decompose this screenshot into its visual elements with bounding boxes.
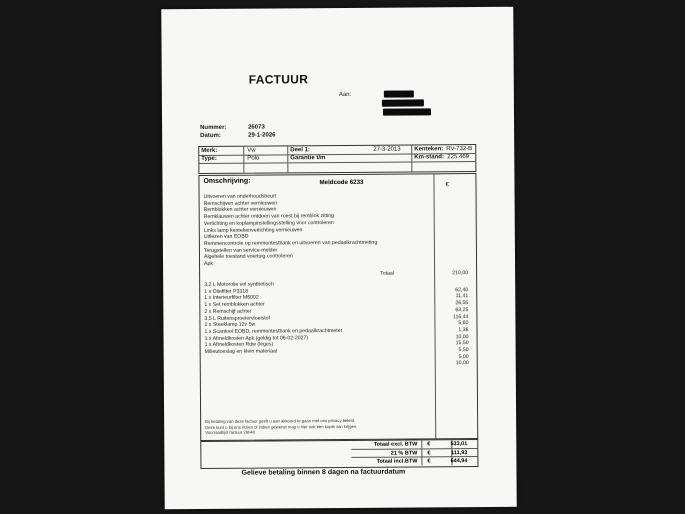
description-table: [198, 173, 478, 441]
total-excl-currency: €: [427, 441, 431, 448]
note-line: Bij betaling van deze factuur geeft u aan akkoord te gaan met ons privacy beleid.: [205, 417, 356, 424]
work-line: Remmencontrole op remmentestbank en uitvoeren van pedaalkrachtmeting: [203, 239, 378, 247]
invoice-number: 26073: [248, 124, 265, 131]
total-incl-currency: €: [427, 458, 431, 465]
meldcode: Meldcode 6233: [319, 178, 364, 187]
work-line: Links lamp kentekenverlichting vernieuwen: [203, 226, 303, 234]
number-label: Nummer:: [200, 124, 227, 131]
part-amount: 1,36: [458, 326, 469, 334]
btw-label: 21 % BTW: [390, 450, 418, 457]
btw-currency: €: [427, 450, 431, 457]
part-amount: 11,41: [455, 293, 469, 300]
total-incl-label: Totaal incl.BTW: [376, 458, 418, 465]
note-line: Voorraadlijst factuur 26040: [205, 429, 256, 435]
part-line: 1 x Scantool EOBD, remmentestbank en pedaalkrachtmeter: [204, 327, 343, 335]
totals-table: [200, 439, 478, 469]
part-amount: 116,44: [452, 313, 469, 320]
part-amount: 10,00: [455, 360, 469, 367]
part-line: 1 x Interieurfilter M6002: [204, 294, 259, 302]
part-amount: 62,40: [455, 286, 469, 293]
invoice-date: 29-1-2026: [248, 132, 276, 139]
part-amount: 5,50: [458, 347, 469, 354]
labor-total-label: Totaal: [380, 270, 394, 277]
part-amount: 10,00: [455, 333, 469, 340]
work-line: Remklauwen achter ontdoen van roest bij remblok zitting: [203, 213, 335, 221]
part-line: 1 x Oliefilter P3318: [204, 288, 249, 295]
work-line: Verlichting en koplampinstellingsstelling voor controleren: [203, 219, 334, 227]
part-amount: 63,25: [455, 306, 469, 313]
description-heading: Omschrijving:: [203, 177, 251, 185]
invoice-paper: [161, 7, 516, 509]
total-incl-value: 644,94: [450, 458, 468, 465]
redacted-recipient-line-2: [382, 99, 424, 106]
kenteken-value: RV-732-B: [446, 146, 473, 153]
garantie-label: Garantie t/m: [290, 155, 326, 162]
part-line: 1 x Steeklamp 12v 5w: [204, 321, 256, 329]
merk-label: Merk:: [201, 147, 218, 154]
work-line: Uitvoeren van onderhoudsbeurt: [203, 193, 277, 200]
note-line: Deze kunt u bij ons inzien of indien gewenst mag u hier ook een kopie van krijgen.: [205, 423, 358, 430]
recipient-label: Aan:: [338, 91, 352, 98]
date-label: Datum:: [200, 132, 221, 139]
kenteken-label: Kenteken:: [414, 146, 444, 153]
work-line: Remschijven achter vernieuwen: [203, 200, 278, 207]
work-line: Algehele toestand voertuig controleren: [203, 253, 293, 261]
part-amount: 5,60: [458, 320, 469, 327]
work-line: Remblokken achter vernieuwen: [203, 206, 277, 214]
vehicle-table: [198, 144, 476, 174]
btw-value: 111,93: [451, 450, 468, 457]
part-line: 1 x Afmeldkosten Apk (geldig tot 06-02-2027): [204, 334, 309, 342]
deel1-label: Deel 1:: [290, 147, 310, 154]
invoice-title: FACTUUR: [248, 72, 309, 87]
currency-symbol: €: [445, 182, 449, 189]
total-excl-label: Totaal excl. BTW: [373, 441, 418, 448]
merk-value: Vw: [247, 147, 256, 154]
deel1-value: 27-3-2013: [373, 146, 401, 153]
part-line: 1 x Afmeldkosten Rdw (leges): [204, 341, 274, 349]
type-label: Type:: [201, 155, 217, 162]
redacted-recipient-line-3: [383, 108, 431, 115]
kmstand-label: Km-stand:: [414, 154, 444, 161]
total-incl-row: [351, 456, 477, 466]
work-line: Uitlezen van EOBD: [203, 233, 249, 241]
labor-total-amount: 210,00: [452, 270, 469, 277]
part-amount: 26,55: [455, 300, 469, 307]
redacted-recipient-line-1: [384, 90, 414, 97]
part-line: 3,2 L Motorolie vol synthetisch: [204, 281, 274, 288]
part-line: 3,5 L Ruitensproeiervloeistof: [204, 314, 271, 322]
work-line: Apk: [204, 260, 214, 267]
work-line: Terugstellen van service-melder: [203, 247, 278, 254]
part-line: 1 x Set remblokken achter: [204, 301, 265, 309]
part-amount: 5,00: [458, 353, 469, 360]
type-value: Polo: [247, 155, 260, 162]
payment-terms: Gelieve betaling binnen 8 dagen na factuurdatum: [241, 468, 406, 477]
part-amount: 15,50: [455, 340, 469, 347]
part-line: Milieutoeslag en klein materiaal: [204, 348, 278, 355]
part-line: 2 x Remschijf achter: [204, 308, 252, 315]
total-excl-value: 533,01: [450, 441, 468, 448]
kmstand-value: 225.469: [447, 154, 470, 161]
